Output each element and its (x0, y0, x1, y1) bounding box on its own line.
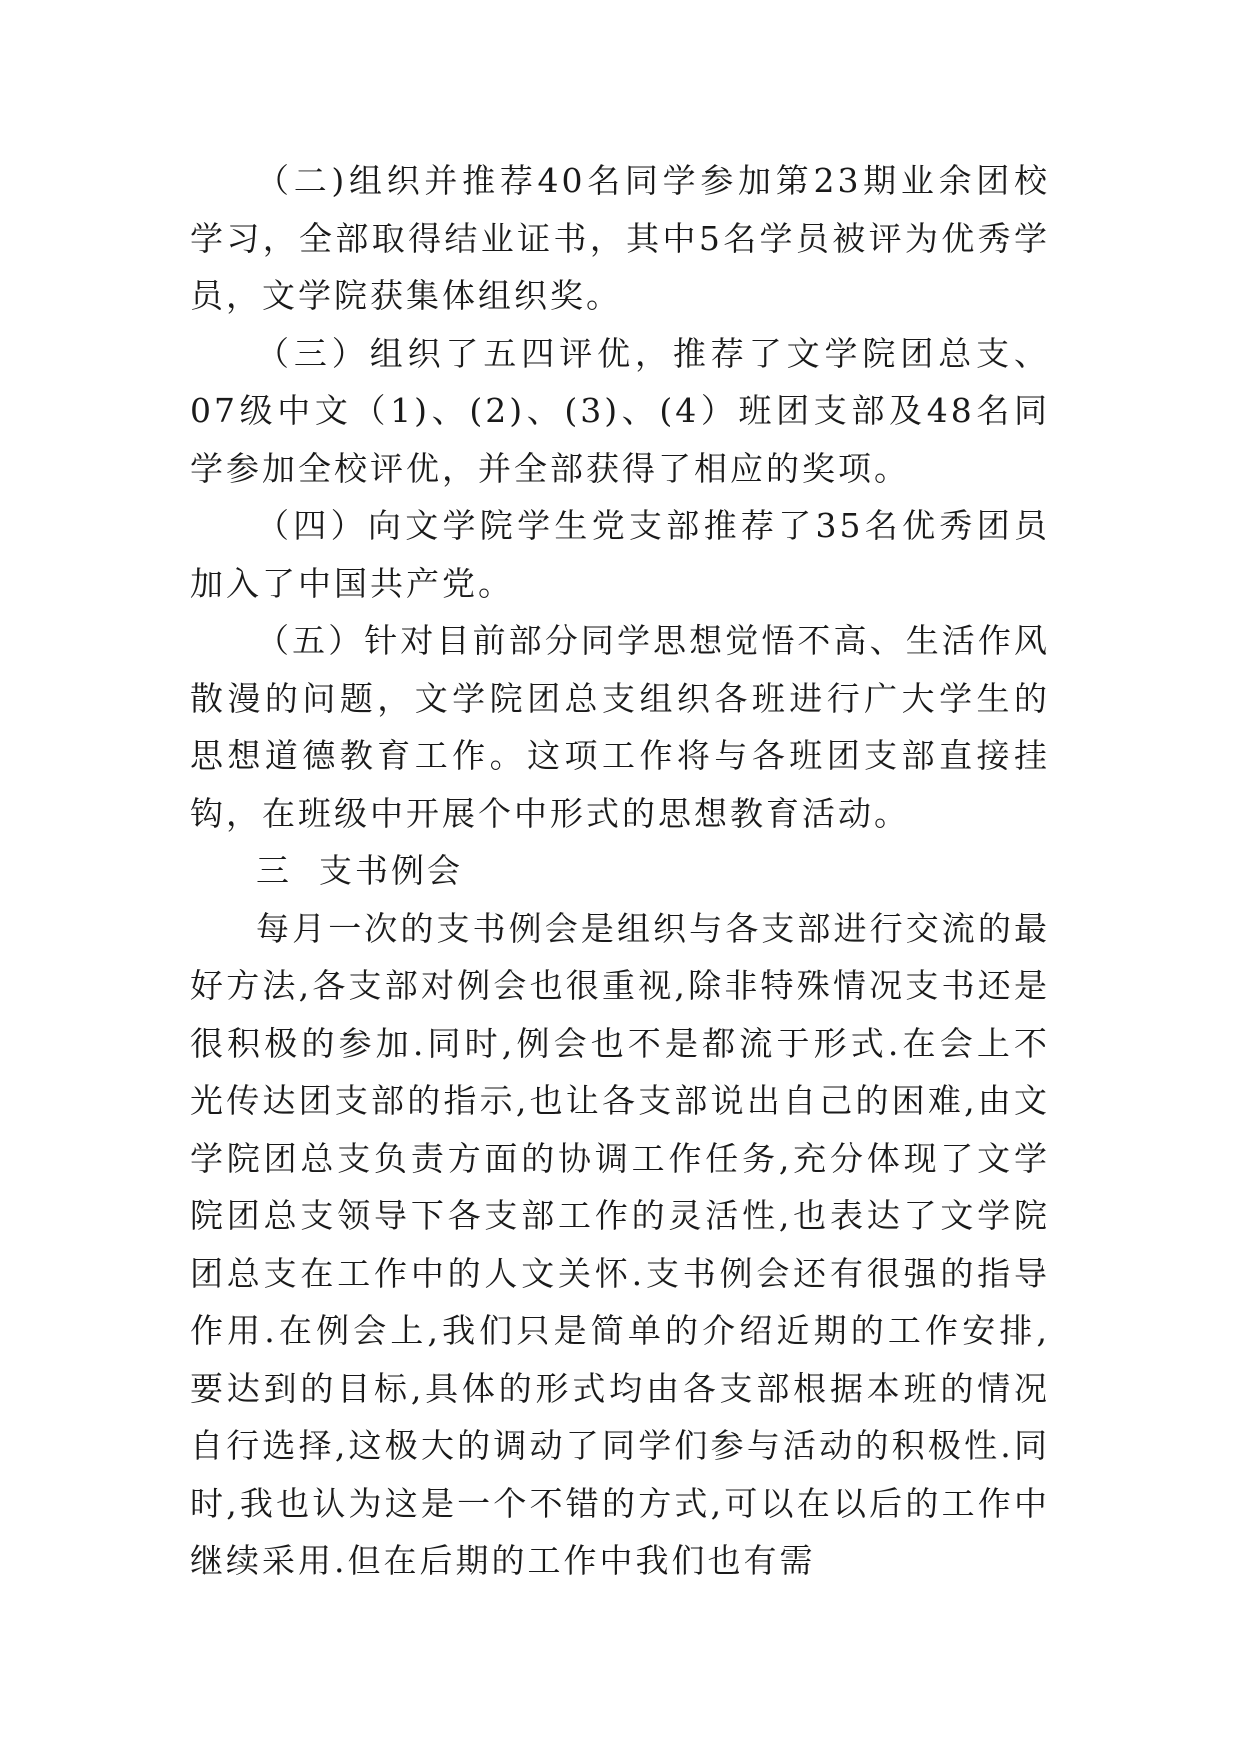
paragraph-item-4: （四）向文学院学生党支部推荐了35名优秀团员加入了中国共产党。 (190, 506, 1050, 603)
paragraph-item-3: （三）组织了五四评优，推荐了文学院团总支、07级中文（1)、(2)、(3)、(4）班团支部及48名同学参加全校评优，并全部获得了相应的奖项。 (190, 333, 1050, 488)
document-body (190, 152, 1050, 1590)
section-heading: 三 支书例会 (256, 851, 463, 890)
section-body-paragraph: 每月一次的支书例会是组织与各支部进行交流的最好方法,各支部对例会也很重视,除非特殊情况支书还是很积极的参加.同时,例会也不是都流于形式.在会上不光传达团支部的指示,也让各支部说出自己的困难,由文学院团总支负责方面的协调工作任务,充分体现了文学院团总支领导下各支部工作的灵活性,也表达了文学院团总支在工作中的人文关怀.支书例会还有很强的指导作用.在例会上,我们只是简单的介绍近期的工作安排,要达到的目标,具体的形式均由各支部根据本班的情况自行选择,这极大的调动了同学们参与活动的积极性.同时,我也认为这是一个不错的方式,可以在以后的工作中继续采用.但在后期的工作中我们也有需 (190, 908, 1050, 1580)
paragraph-item-5: （五）针对目前部分同学思想觉悟不高、生活作风散漫的问题，文学院团总支组织各班进行广大学生的思想道德教育工作。这项工作将与各班团支部直接挂钩，在班级中开展个中形式的思想教育活动。 (190, 621, 1050, 833)
paragraph-item-2: （二)组织并推荐40名同学参加第23期业余团校学习，全部取得结业证书，其中5名学员被评为优秀学员，文学院获集体组织奖。 (190, 161, 1050, 315)
